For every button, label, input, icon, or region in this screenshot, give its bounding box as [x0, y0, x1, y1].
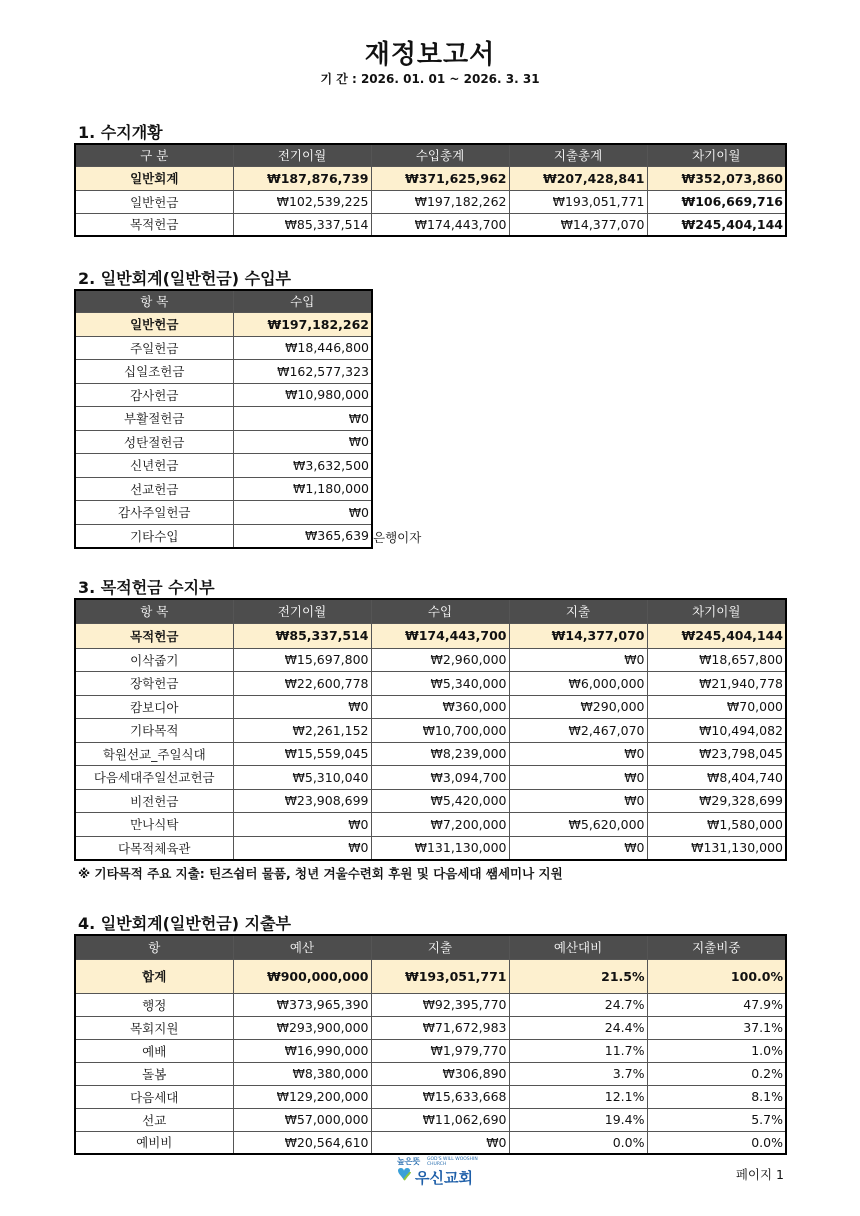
- row-label: 행정: [75, 993, 233, 1016]
- cell-value: ₩245,404,144: [647, 213, 786, 236]
- table-row: [75, 813, 786, 837]
- cell-value: ₩197,182,262: [371, 190, 509, 213]
- cell-value: ₩14,377,070: [509, 623, 647, 648]
- cell-value: ₩23,798,045: [647, 742, 786, 766]
- col-header: 예산대비: [509, 935, 647, 959]
- table-row: [75, 501, 372, 525]
- row-label: 합계: [75, 959, 233, 993]
- row-label: 일반헌금: [75, 190, 233, 213]
- cell-value: ₩10,494,082: [647, 719, 786, 743]
- table-row: [75, 312, 372, 336]
- cell-value: ₩306,890: [371, 1062, 509, 1085]
- cell-value: ₩129,200,000: [233, 1085, 371, 1108]
- col-header: 항: [75, 935, 233, 959]
- cell-value: 24.4%: [509, 1016, 647, 1039]
- cell-value: 21.5%: [509, 959, 647, 993]
- col-header: 항 목: [75, 599, 233, 623]
- table-row: [75, 524, 372, 548]
- cell-value: ₩5,310,040: [233, 766, 371, 790]
- row-label: 목회지원: [75, 1016, 233, 1039]
- cell-value: ₩0: [233, 407, 372, 431]
- table-row: [75, 1016, 786, 1039]
- summary-table: [74, 143, 787, 237]
- cell-value: ₩245,404,144: [647, 623, 786, 648]
- cell-value: ₩0: [233, 836, 371, 860]
- cell-value: 3.7%: [509, 1062, 647, 1085]
- cell-value: ₩57,000,000: [233, 1108, 371, 1131]
- cell-value: 100.0%: [647, 959, 786, 993]
- logo-english-text: GOD'S WILL WOOSHIN CHURCH: [427, 1157, 478, 1167]
- cell-value: ₩18,657,800: [647, 648, 786, 672]
- table-row: [75, 695, 786, 719]
- designated-fund-note: ※ 기타목적 주요 지출: 틴즈쉼터 물품, 청년 겨울수련회 후원 및 다음세대 쌤세미나 지원: [78, 866, 563, 881]
- cell-value: ₩16,990,000: [233, 1039, 371, 1062]
- cell-value: 1.0%: [647, 1039, 786, 1062]
- row-label: 예배: [75, 1039, 233, 1062]
- table-row: [75, 407, 372, 431]
- table-row: [75, 166, 786, 190]
- table-row: [75, 336, 372, 360]
- cell-value: ₩85,337,514: [233, 623, 371, 648]
- cell-value: 11.7%: [509, 1039, 647, 1062]
- cell-value: ₩131,130,000: [647, 836, 786, 860]
- row-label: 일반헌금: [75, 312, 233, 336]
- cell-value: ₩360,000: [371, 695, 509, 719]
- cell-value: ₩6,000,000: [509, 672, 647, 696]
- row-label: 목적헌금: [75, 213, 233, 236]
- cell-value: ₩352,073,860: [647, 166, 786, 190]
- table-row: [75, 959, 786, 993]
- cell-value: ₩162,577,323: [233, 360, 372, 384]
- cell-value: ₩365,639: [233, 524, 372, 548]
- cell-value: ₩900,000,000: [233, 959, 371, 993]
- row-label: 다목적체육관: [75, 836, 233, 860]
- table-row: [75, 190, 786, 213]
- col-header: 수입: [233, 290, 372, 312]
- row-label: 감사주일헌금: [75, 501, 233, 525]
- row-label: 일반회계: [75, 166, 233, 190]
- cell-value: ₩14,377,070: [509, 213, 647, 236]
- designated-fund-table: [74, 598, 787, 861]
- report-period: 기 간 : 2026. 01. 01 ~ 2026. 3. 31: [320, 72, 540, 86]
- row-label: 기타수입: [75, 524, 233, 548]
- cell-value: ₩1,580,000: [647, 813, 786, 837]
- col-header: 수입: [371, 599, 509, 623]
- cell-value: 37.1%: [647, 1016, 786, 1039]
- row-label: 신년헌금: [75, 454, 233, 478]
- row-label: 십일조헌금: [75, 360, 233, 384]
- section-4-title: 4. 일반회계(일반헌금) 지출부: [78, 914, 291, 933]
- cell-value: ₩106,669,716: [647, 190, 786, 213]
- cell-value: ₩373,965,390: [233, 993, 371, 1016]
- cell-value: ₩0: [233, 501, 372, 525]
- col-header: 항 목: [75, 290, 233, 312]
- cell-value: ₩1,979,770: [371, 1039, 509, 1062]
- cell-value: ₩3,094,700: [371, 766, 509, 790]
- cell-value: ₩22,600,778: [233, 672, 371, 696]
- cell-value: ₩2,960,000: [371, 648, 509, 672]
- cell-value: 47.9%: [647, 993, 786, 1016]
- cell-value: ₩0: [509, 836, 647, 860]
- cell-value: ₩0: [233, 813, 371, 837]
- cell-value: ₩11,062,690: [371, 1108, 509, 1131]
- cell-value: ₩10,700,000: [371, 719, 509, 743]
- cell-value: ₩5,420,000: [371, 789, 509, 813]
- row-label: 다음세대: [75, 1085, 233, 1108]
- table-row: [75, 1131, 786, 1154]
- row-label: 목적헌금: [75, 623, 233, 648]
- cell-value: ₩0: [509, 648, 647, 672]
- cell-value: 24.7%: [509, 993, 647, 1016]
- report-title: 재정보고서: [364, 40, 496, 70]
- table-row: [75, 648, 786, 672]
- section-1-title: 1. 수지개황: [78, 123, 163, 142]
- table-row: [75, 1108, 786, 1131]
- row-label: 기타목적: [75, 719, 233, 743]
- cell-value: ₩293,900,000: [233, 1016, 371, 1039]
- cell-value: ₩29,328,699: [647, 789, 786, 813]
- table-row: [75, 383, 372, 407]
- section-3-title: 3. 목적헌금 수지부: [78, 578, 215, 597]
- table-row: [75, 454, 372, 478]
- row-label: 선교헌금: [75, 477, 233, 501]
- cell-value: ₩92,395,770: [371, 993, 509, 1016]
- cell-value: ₩102,539,225: [233, 190, 371, 213]
- row-label: 다음세대주일선교헌금: [75, 766, 233, 790]
- col-header: 전기이월: [233, 599, 371, 623]
- cell-value: ₩70,000: [647, 695, 786, 719]
- cell-value: ₩193,051,771: [371, 959, 509, 993]
- cell-value: ₩71,672,983: [371, 1016, 509, 1039]
- logo-name-text: 우신교회: [415, 1169, 473, 1187]
- cell-value: 8.1%: [647, 1085, 786, 1108]
- table-row: [75, 623, 786, 648]
- row-label: 부활절헌금: [75, 407, 233, 431]
- cell-value: ₩20,564,610: [233, 1131, 371, 1154]
- table-row: [75, 789, 786, 813]
- table-row: [75, 719, 786, 743]
- table-row: [75, 742, 786, 766]
- cell-value: ₩2,467,070: [509, 719, 647, 743]
- row-label: 만나식탁: [75, 813, 233, 837]
- col-header: 지출: [509, 599, 647, 623]
- table-row: [75, 360, 372, 384]
- table-row: [75, 1039, 786, 1062]
- cell-value: ₩5,340,000: [371, 672, 509, 696]
- cell-value: 0.0%: [509, 1131, 647, 1154]
- row-label: 돌봄: [75, 1062, 233, 1085]
- expense-table: [74, 934, 787, 1155]
- col-header: 전기이월: [233, 144, 371, 166]
- row-label: 주일헌금: [75, 336, 233, 360]
- cell-value: 0.0%: [647, 1131, 786, 1154]
- cell-value: 5.7%: [647, 1108, 786, 1131]
- row-label: 이삭줍기: [75, 648, 233, 672]
- section-2-title: 2. 일반회계(일반헌금) 수입부: [78, 269, 291, 288]
- table-row: [75, 836, 786, 860]
- cell-value: ₩290,000: [509, 695, 647, 719]
- cell-value: ₩0: [233, 695, 371, 719]
- cell-value: ₩0: [509, 789, 647, 813]
- col-header: 수입총계: [371, 144, 509, 166]
- cell-value: ₩8,239,000: [371, 742, 509, 766]
- row-label: 학원선교_주일식대: [75, 742, 233, 766]
- row-label: 선교: [75, 1108, 233, 1131]
- cell-value: ₩15,559,045: [233, 742, 371, 766]
- cell-value: ₩15,697,800: [233, 648, 371, 672]
- cell-value: ₩5,620,000: [509, 813, 647, 837]
- cell-value: 12.1%: [509, 1085, 647, 1108]
- row-label: 감사헌금: [75, 383, 233, 407]
- col-header: 지출: [371, 935, 509, 959]
- church-logo: [395, 1156, 485, 1186]
- cell-value: ₩193,051,771: [509, 190, 647, 213]
- income-table: [74, 289, 373, 549]
- cell-value: ₩0: [371, 1131, 509, 1154]
- table-row: [75, 1085, 786, 1108]
- cell-value: ₩0: [233, 430, 372, 454]
- row-label: 캄보디아: [75, 695, 233, 719]
- col-header: 지출총계: [509, 144, 647, 166]
- cell-value: 19.4%: [509, 1108, 647, 1131]
- table-row: [75, 477, 372, 501]
- table-row: [75, 213, 786, 236]
- row-label: 장학헌금: [75, 672, 233, 696]
- cell-value: ₩10,980,000: [233, 383, 372, 407]
- cell-value: ₩187,876,739: [233, 166, 371, 190]
- cell-value: 0.2%: [647, 1062, 786, 1085]
- cell-value: ₩371,625,962: [371, 166, 509, 190]
- cell-value: ₩0: [509, 766, 647, 790]
- row-label: 예비비: [75, 1131, 233, 1154]
- cell-value: ₩23,908,699: [233, 789, 371, 813]
- cell-value: ₩0: [509, 742, 647, 766]
- cell-value: ₩3,632,500: [233, 454, 372, 478]
- col-header: 차기이월: [647, 144, 786, 166]
- col-header: 구 분: [75, 144, 233, 166]
- cell-value: ₩7,200,000: [371, 813, 509, 837]
- cell-value: ₩174,443,700: [371, 623, 509, 648]
- cell-value: ₩21,940,778: [647, 672, 786, 696]
- table-row: [75, 672, 786, 696]
- cell-value: ₩207,428,841: [509, 166, 647, 190]
- cell-value: ₩1,180,000: [233, 477, 372, 501]
- table-row: [75, 430, 372, 454]
- bank-interest-note: 은행이자: [373, 530, 422, 545]
- logo-small-text: 높은뜻: [397, 1157, 421, 1166]
- col-header: 지출비중: [647, 935, 786, 959]
- table-row: [75, 766, 786, 790]
- col-header: 차기이월: [647, 599, 786, 623]
- cell-value: ₩2,261,152: [233, 719, 371, 743]
- cell-value: ₩18,446,800: [233, 336, 372, 360]
- row-label: 성탄절헌금: [75, 430, 233, 454]
- table-row: [75, 993, 786, 1016]
- cell-value: ₩15,633,668: [371, 1085, 509, 1108]
- cell-value: ₩8,404,740: [647, 766, 786, 790]
- table-row: [75, 1062, 786, 1085]
- cell-value: ₩197,182,262: [233, 312, 372, 336]
- col-header: 예산: [233, 935, 371, 959]
- row-label: 비전헌금: [75, 789, 233, 813]
- cell-value: ₩174,443,700: [371, 213, 509, 236]
- cell-value: ₩85,337,514: [233, 213, 371, 236]
- cell-value: ₩131,130,000: [371, 836, 509, 860]
- page-number: 페이지 1: [735, 1167, 784, 1182]
- cell-value: ₩8,380,000: [233, 1062, 371, 1085]
